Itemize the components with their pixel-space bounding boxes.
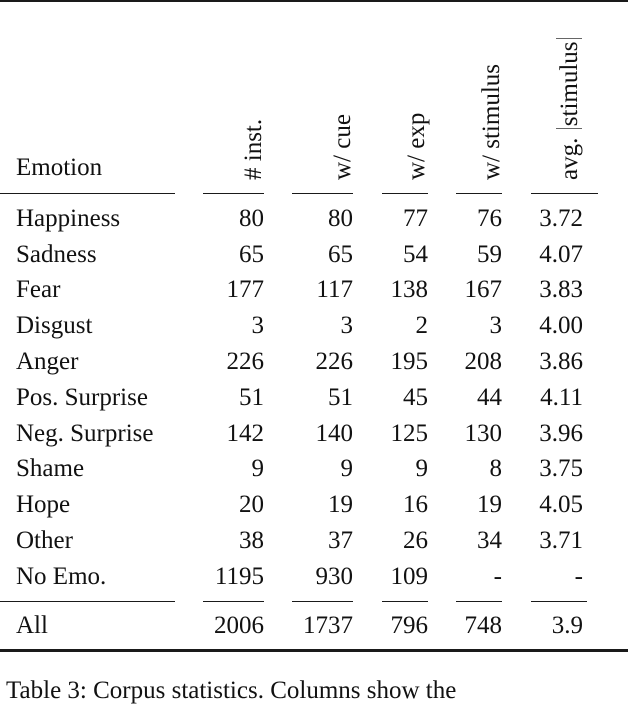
cell-avg: 4.07: [539, 241, 583, 268]
cell-cue: 9: [340, 455, 353, 482]
header-cmidrule-exp: [382, 193, 428, 194]
table-caption: Table 3: Corpus statistics. Columns show the: [6, 677, 457, 704]
cell-avg: 3.86: [539, 348, 583, 375]
cell-emotion: Fear: [16, 276, 61, 303]
cell-emotion: Hope: [16, 491, 71, 518]
cell-exp: 45: [403, 384, 428, 411]
header-exp-label: w/ exp: [403, 112, 430, 180]
cell-exp: 9: [415, 455, 428, 482]
cell-inst: 9: [251, 455, 264, 482]
table-row: [0, 451, 628, 487]
cell-cue: 80: [328, 205, 353, 232]
cell-stimulus: 19: [477, 491, 502, 518]
total-cmidrule-cue: [292, 601, 353, 602]
cell-cue: 3: [340, 312, 353, 339]
cell-avg: 3.71: [539, 527, 583, 554]
cell-emotion: Sadness: [16, 241, 97, 268]
header-cmidrule-avg: [531, 193, 598, 194]
table-row: [0, 201, 628, 237]
cell-emotion: All: [16, 612, 48, 639]
table-top-rule: [0, 0, 628, 2]
header-emotion: Emotion: [16, 154, 103, 181]
table-row: [0, 380, 628, 416]
cell-avg: 4.05: [539, 491, 583, 518]
cell-cue: 65: [328, 241, 353, 268]
total-cmidrule-avg: [531, 601, 587, 602]
table-row: [0, 523, 628, 559]
header-avg-stimulus: [556, 36, 584, 180]
cell-avg: 3.83: [539, 276, 583, 303]
cell-emotion: Pos. Surprise: [16, 384, 148, 411]
header-cmidrule-stimulus: [456, 193, 502, 194]
cell-inst: 51: [239, 384, 264, 411]
cell-cue: 37: [328, 527, 353, 554]
cell-stimulus: 44: [477, 384, 502, 411]
cell-emotion: Other: [16, 527, 73, 554]
cell-inst: 38: [239, 527, 264, 554]
total-cmidrule-exp: [382, 601, 428, 602]
table-row: [0, 308, 628, 344]
cell-avg: -: [574, 563, 583, 590]
header-cue-label: w/ cue: [329, 114, 356, 180]
cell-stimulus: 76: [477, 205, 502, 232]
cell-emotion: Neg. Surprise: [16, 420, 154, 447]
cell-avg: 4.00: [539, 312, 583, 339]
cell-exp: 2: [415, 312, 428, 339]
cell-emotion: No Emo.: [16, 563, 107, 590]
cell-cue: 140: [315, 420, 353, 447]
cell-inst: 3: [251, 312, 264, 339]
header-stimulus: [478, 64, 506, 180]
table-row: [0, 237, 628, 273]
cell-emotion: Happiness: [16, 205, 121, 232]
cell-exp: 125: [390, 420, 428, 447]
cell-exp: 54: [403, 241, 428, 268]
cell-stimulus: 34: [477, 527, 502, 554]
cell-exp: 796: [390, 612, 428, 639]
table-row: [0, 272, 628, 308]
header-inst: [240, 119, 268, 180]
header-cmidrule-inst: [203, 193, 264, 194]
cell-stimulus: 130: [464, 420, 502, 447]
cell-cue: 117: [316, 276, 353, 303]
cell-exp: 138: [390, 276, 428, 303]
cell-stimulus: 3: [489, 312, 502, 339]
cell-cue: 19: [328, 491, 353, 518]
table-row: [0, 344, 628, 380]
cell-exp: 77: [403, 205, 428, 232]
abs-bar-left: [556, 128, 582, 129]
cell-inst: 2006: [214, 612, 264, 639]
cell-stimulus: 748: [464, 612, 502, 639]
cell-cue: 51: [328, 384, 353, 411]
cell-inst: 80: [239, 205, 264, 232]
cell-inst: 177: [226, 276, 264, 303]
cell-exp: 109: [390, 563, 428, 590]
table-row: [0, 487, 628, 523]
cell-inst: 20: [239, 491, 264, 518]
header-exp: [403, 113, 431, 180]
total-cmidrule-stimulus: [456, 601, 502, 602]
total-cmidrule-emotion: [0, 601, 175, 602]
cell-exp: 195: [390, 348, 428, 375]
cell-exp: 16: [403, 491, 428, 518]
total-cmidrule-inst: [203, 601, 264, 602]
table-total-row: [0, 608, 628, 644]
cell-exp: 26: [403, 527, 428, 554]
cell-avg: 3.96: [539, 420, 583, 447]
header-avg-word: stimulus: [556, 41, 583, 127]
cell-cue: 226: [315, 348, 353, 375]
header-stimulus-label: w/ stimulus: [478, 64, 505, 180]
cell-stimulus: 59: [477, 241, 502, 268]
header-avg-prefix: avg.: [556, 137, 583, 180]
cell-avg: 3.72: [539, 205, 583, 232]
cell-inst: 226: [226, 348, 264, 375]
header-inst-label: # inst.: [240, 118, 267, 180]
table-row: [0, 416, 628, 452]
header-cmidrule-cue: [292, 193, 353, 194]
cell-stimulus: -: [493, 563, 502, 590]
cell-stimulus: 167: [464, 276, 502, 303]
cell-inst: 1195: [214, 563, 264, 590]
abs-bar-right: [556, 38, 582, 39]
cell-cue: 1737: [303, 612, 353, 639]
cell-inst: 142: [226, 420, 264, 447]
table-bottom-rule: [0, 649, 628, 652]
cell-stimulus: 8: [489, 455, 502, 482]
cell-avg: 4.11: [540, 384, 583, 411]
cell-emotion: Disgust: [16, 312, 93, 339]
header-cue: [329, 114, 357, 180]
cell-cue: 930: [315, 563, 353, 590]
cell-inst: 65: [239, 241, 264, 268]
cell-avg: 3.9: [551, 612, 583, 639]
cell-avg: 3.75: [539, 455, 583, 482]
cell-emotion: Anger: [16, 348, 79, 375]
cell-stimulus: 208: [464, 348, 502, 375]
cell-emotion: Shame: [16, 455, 85, 482]
header-cmidrule-emotion: [0, 193, 175, 194]
table-row: [0, 559, 628, 595]
